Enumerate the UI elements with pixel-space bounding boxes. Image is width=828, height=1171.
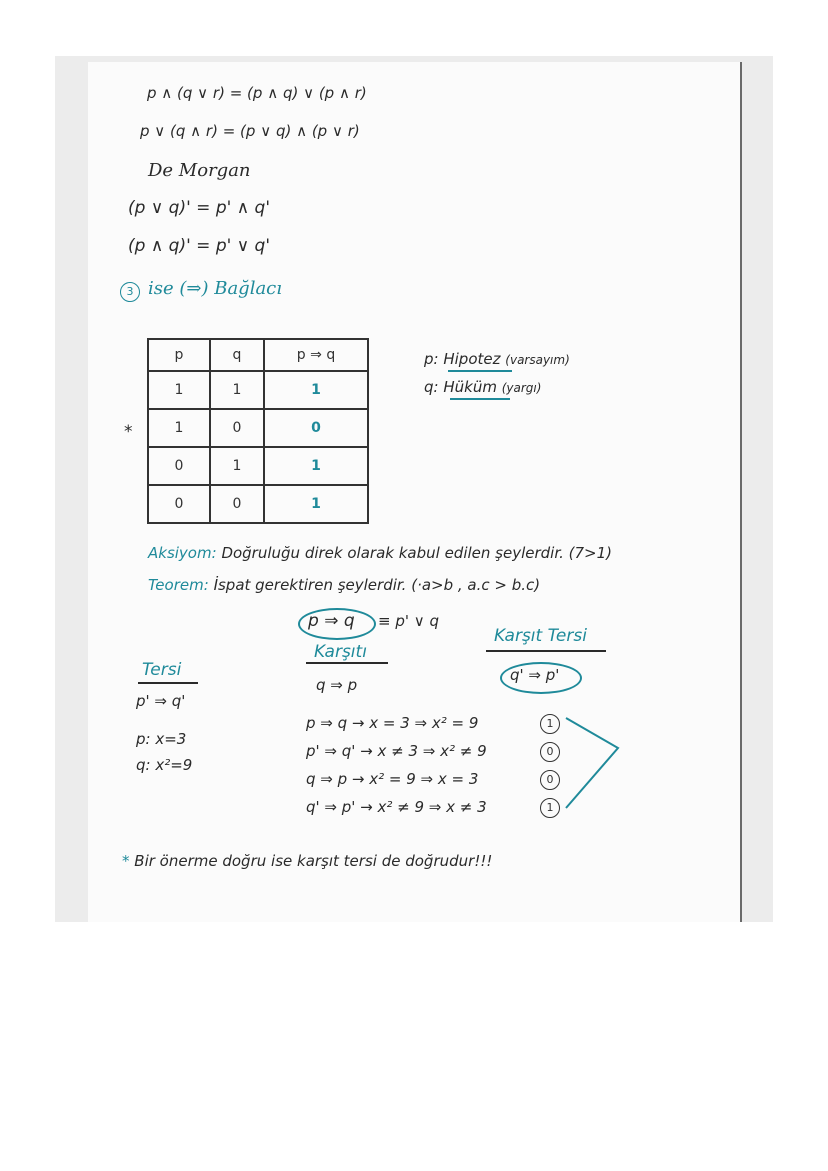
truth-table-header-row [148, 339, 368, 371]
distributive-law-1: p ∧ (q ∨ r) = (p ∧ q) ∨ (p ∧ r) [147, 84, 367, 102]
tersi-expression: p' ⇒ q' [136, 692, 186, 710]
truth-table-result-cell: 1 [264, 485, 368, 523]
karsit-tersi-underline [486, 650, 606, 652]
hipotez-term: Hipotez [443, 350, 501, 368]
equivalence-boxed: p ⇒ q [308, 611, 355, 631]
karsiti-title: Karşıtı [314, 642, 367, 662]
example-line: p ⇒ q → x = 3 ⇒ x² = 9 [306, 714, 479, 732]
truth-table-header: p [148, 339, 210, 371]
truth-table-header: q [210, 339, 264, 371]
example-line: p' ⇒ q' → x ≠ 3 ⇒ x² ≠ 9 [306, 742, 487, 760]
truth-table-result-cell: 1 [264, 447, 368, 485]
example-line: q ⇒ p → x² = 9 ⇒ x = 3 [306, 770, 479, 788]
example-q-definition: q: x²=9 [136, 756, 193, 774]
truth-value-badge: 0 [540, 770, 560, 790]
example-p-definition: p: x=3 [136, 730, 187, 748]
p-label: p: [424, 350, 439, 368]
truth-table-header: p ⇒ q [264, 339, 368, 371]
hukum-term: Hüküm [443, 378, 497, 396]
truth-table-cell: 1 [148, 409, 210, 447]
truth-table-cell: 1 [210, 447, 264, 485]
truth-table [147, 338, 369, 524]
section-title: ise (⇒) Bağlacı [148, 278, 283, 299]
de-morgan-title: De Morgan [148, 160, 251, 181]
footnote [122, 852, 492, 870]
karsiti-expression: q ⇒ p [316, 676, 358, 694]
hipotez-note: (varsayım) [505, 353, 570, 367]
truth-value-badge: 0 [540, 742, 560, 762]
section-number-badge: 3 [120, 282, 140, 302]
truth-table-row [148, 485, 368, 523]
karsit-tersi-title: Karşıt Tersi [494, 626, 587, 646]
de-morgan-law-2: (p ∧ q)' = p' ∨ q' [128, 236, 271, 256]
truth-table-row [148, 447, 368, 485]
tersi-underline [138, 682, 198, 684]
truth-table-cell: 0 [148, 485, 210, 523]
truth-table-row [148, 371, 368, 409]
truth-value-badge: 1 [540, 714, 560, 734]
de-morgan-law-1: (p ∨ q)' = p' ∧ q' [128, 198, 271, 218]
truth-table-cell: 1 [210, 371, 264, 409]
truth-value-badge: 1 [540, 798, 560, 818]
footnote-text: Bir önerme doğru ise karşıt tersi de doğrudur!!! [134, 852, 493, 870]
truth-table-row [148, 409, 368, 447]
karsiti-underline [306, 662, 388, 664]
hipotez-underline [448, 370, 512, 372]
example-line: q' ⇒ p' → x² ≠ 9 ⇒ x ≠ 3 [306, 798, 487, 816]
equivalence-rest: ≡ p' ∨ q [378, 612, 440, 630]
aksiyom-text: Doğruluğu direk olarak kabul edilen şeylerdir. (7>1) [221, 544, 613, 562]
truth-table-cell: 1 [148, 371, 210, 409]
q-label: q: [424, 378, 439, 396]
hukum-note: (yargı) [501, 381, 542, 395]
distributive-law-2: p ∨ (q ∧ r) = (p ∨ q) ∧ (p ∨ r) [140, 122, 360, 140]
footnote-marker: * [122, 852, 130, 870]
aksiyom-line [148, 544, 612, 562]
truth-table-marker: * [124, 422, 133, 442]
tersi-title: Tersi [142, 660, 182, 680]
equivalence-bracket [560, 712, 624, 812]
teorem-line [148, 576, 540, 594]
hukum-underline [450, 398, 510, 400]
truth-table-cell: 0 [210, 409, 264, 447]
truth-table-cell: 0 [148, 447, 210, 485]
truth-table-result-cell: 1 [264, 371, 368, 409]
teorem-text: İspat gerektiren şeylerdir. (·a>b , a.c > b.c) [213, 576, 541, 594]
aksiyom-term: Aksiyom: [148, 544, 217, 562]
karsit-tersi-expression: q' ⇒ p' [510, 666, 560, 684]
hipotez-definition [424, 350, 570, 368]
hukum-definition [424, 378, 541, 396]
truth-table-result-cell: 0 [264, 409, 368, 447]
truth-table-cell: 0 [210, 485, 264, 523]
teorem-term: Teorem: [148, 576, 209, 594]
